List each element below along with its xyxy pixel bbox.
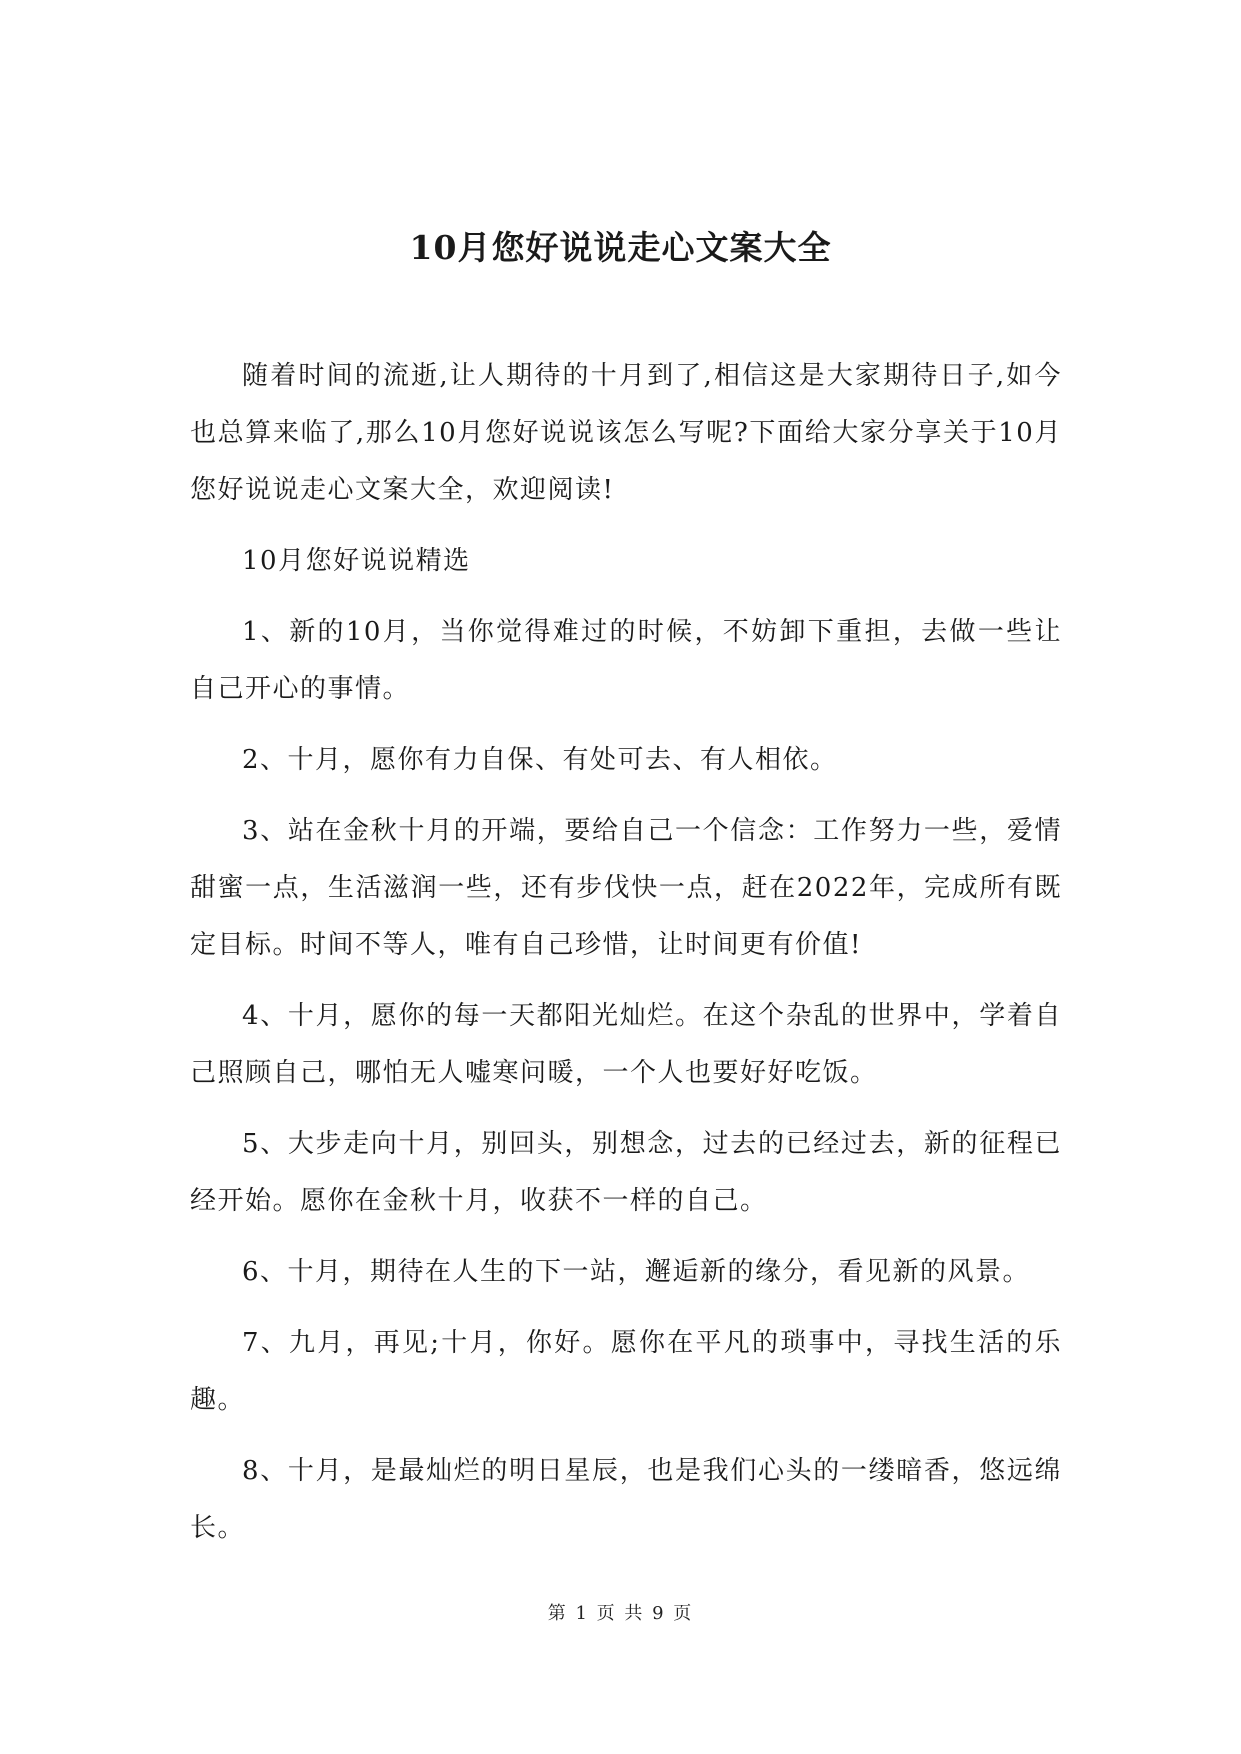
document-body [190, 348, 1062, 1571]
paragraph-item-7: 7、九月，再见;十月，你好。愿你在平凡的琐事中，寻找生活的乐趣。 [190, 1328, 1062, 1415]
page-number-footer: 第 1 页 共 9 页 [547, 1603, 694, 1624]
document-title: 10月您好说说走心文案大全 [409, 228, 832, 267]
paragraph-item-2: 2、十月，愿你有力自保、有处可去、有人相依。 [242, 745, 838, 775]
paragraph-item-6: 6、十月，期待在人生的下一站，邂逅新的缘分，看见新的风景。 [242, 1257, 1031, 1287]
paragraph-item-4: 4、十月，愿你的每一天都阳光灿烂。在这个杂乱的世界中，学着自己照顾自己，哪怕无人嘘寒问暖，一个人也要好好吃饭。 [190, 1001, 1062, 1088]
paragraph-item-8: 8、十月，是最灿烂的明日星辰，也是我们心头的一缕暗香，悠远绵长。 [190, 1456, 1062, 1543]
paragraph-item-3: 3、站在金秋十月的开端，要给自己一个信念：工作努力一些，爱情甜蜜一点，生活滋润一些，还有步伐快一点，赶在2022年，完成所有既定目标。时间不等人，唯有自己珍惜，让时间更有价值! [190, 816, 1062, 960]
paragraph-intro: 随着时间的流逝,让人期待的十月到了,相信这是大家期待日子,如今也总算来临了,那么10月您好说说该怎么写呢?下面给大家分享关于10月您好说说走心文案大全，欢迎阅读! [190, 361, 1062, 505]
paragraph-item-1: 1、新的10月，当你觉得难过的时候，不妨卸下重担，去做一些让自己开心的事情。 [190, 617, 1062, 704]
paragraph-section-heading: 10月您好说说精选 [242, 546, 471, 576]
paragraph-item-5: 5、大步走向十月，别回头，别想念，过去的已经过去，新的征程已经开始。愿你在金秋十月，收获不一样的自己。 [190, 1129, 1062, 1216]
